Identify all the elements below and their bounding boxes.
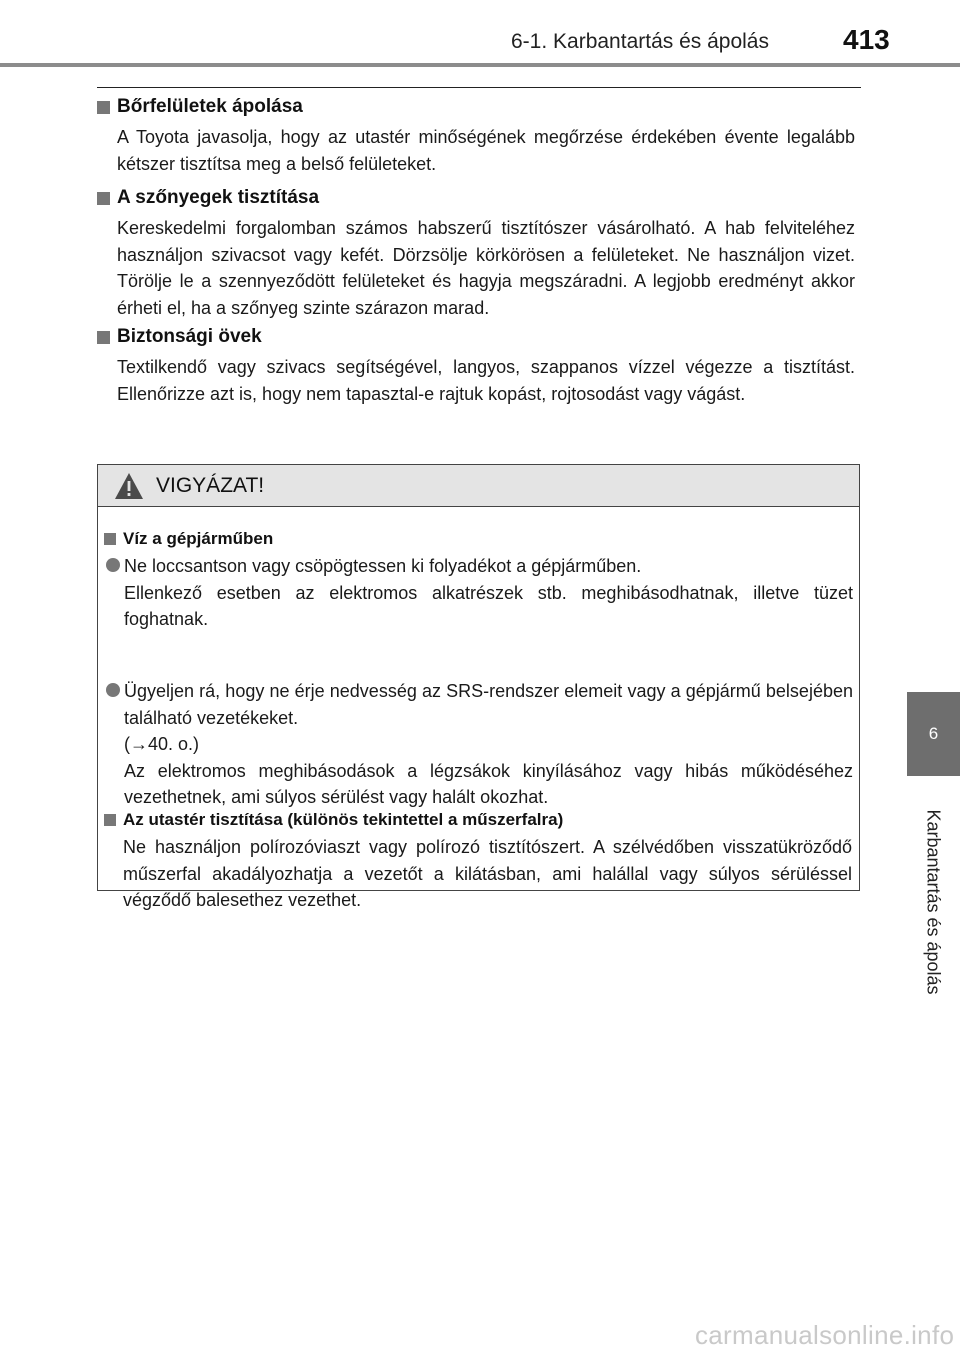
section-seat-belts (97, 324, 857, 407)
warning-subsection-heading (104, 527, 854, 551)
chapter-side-label-text: Karbantartás és ápolás (923, 809, 944, 995)
warning-bullet (106, 553, 853, 633)
square-bullet-icon (97, 331, 110, 344)
bullet-line: Ellenkező esetben az elektromos alkatrészek stb. meghibásodhatnak, illetve tüzet foghatnak. (124, 582, 853, 629)
warning-subsection-title: Víz a gépjárműben (123, 529, 274, 548)
square-bullet-icon (104, 814, 116, 826)
section-heading (97, 324, 857, 350)
round-bullet-icon (106, 558, 120, 572)
section-title: Bőrfelületek ápolása (117, 96, 303, 117)
warning-subsection-water (104, 527, 854, 551)
square-bullet-icon (97, 101, 110, 114)
footer-watermark[interactable]: carmanualsonline.info (695, 1320, 955, 1350)
section-heading (97, 94, 857, 120)
square-bullet-icon (97, 192, 110, 205)
warning-subsection-title: Az utastér tisztítása (különös tekintettel a műszerfalra) (123, 810, 564, 829)
warning-bullet-text (124, 678, 853, 811)
warning-bullet (106, 678, 853, 811)
warning-subsection-body: Ne használjon polírozóviaszt vagy polírozó tisztítószert. A szélvédőben visszatükröződő műszerfal akadályozhatja a vezetőt a kilátásban, ami halállal vagy súlyos sérüléssel végződő balesethez vezethet. (123, 837, 852, 910)
header-rule (0, 63, 960, 67)
warning-subsection-interior (104, 808, 854, 914)
section-title: A szőnyegek tisztítása (117, 187, 320, 208)
section-body: A Toyota javasolja, hogy az utastér minőségének megőrzése érdekében évente legalább kétszer tisztítsa meg a belső felületeket. (117, 127, 855, 174)
warning-bullet-text (124, 553, 853, 633)
bullet-line: Az elektromos meghibásodások a légzsákok kinyílásához vagy hibás működéséhez vezethetnek, ami súlyos sérülést vagy halált okozhat. (124, 760, 853, 807)
content-top-rule (97, 87, 861, 88)
warning-header (98, 465, 859, 507)
warning-box (97, 464, 860, 910)
warning-subsection-heading (104, 808, 854, 832)
section-leather-care (97, 94, 857, 177)
bullet-line: Ügyeljen rá, hogy ne érje nedvesség az SRS-rendszer elemeit vagy a gépjármű belsejében található vezetékeket. (124, 681, 853, 728)
section-carpet-cleaning (97, 185, 857, 321)
section-body: Textilkendő vagy szivacs segítségével, langyos, szappanos vízzel végezze a tisztítást. Ellenőrizze azt is, hogy nem tapasztal-e rajtuk kopást, rojtosodást vagy vágást. (117, 357, 855, 404)
page-number: 413 (843, 24, 890, 55)
section-heading (97, 185, 857, 211)
bullet-line: Ne loccsantson vagy csöpögtessen ki folyadékot a gépjárműben. (124, 556, 642, 576)
warning-title: VIGYÁZAT! (156, 473, 265, 497)
page-reference-link[interactable]: (→40. o.) (124, 734, 200, 754)
chapter-title: 6-1. Karbantartás és ápolás (511, 30, 769, 53)
chapter-tab[interactable] (907, 692, 960, 776)
section-body: Kereskedelmi forgalomban számos habszerű tisztítószer vásárolható. A hab felviteléhez használjon szivacsot vagy kefét. Dörzsölje körkörösen a felületeket. Ne használjon vizet. Törölje le a szennyeződött felületeket és hagyja megszáradni. A legjobb eredményt akkor érheti el, ha a szőnyeg szinte szárazon marad. (117, 218, 855, 318)
square-bullet-icon (104, 533, 116, 545)
section-title: Biztonsági övek (117, 326, 262, 347)
warning-triangle-icon (114, 472, 144, 500)
round-bullet-icon (106, 683, 120, 697)
chapter-tab-number: 6 (928, 724, 939, 743)
